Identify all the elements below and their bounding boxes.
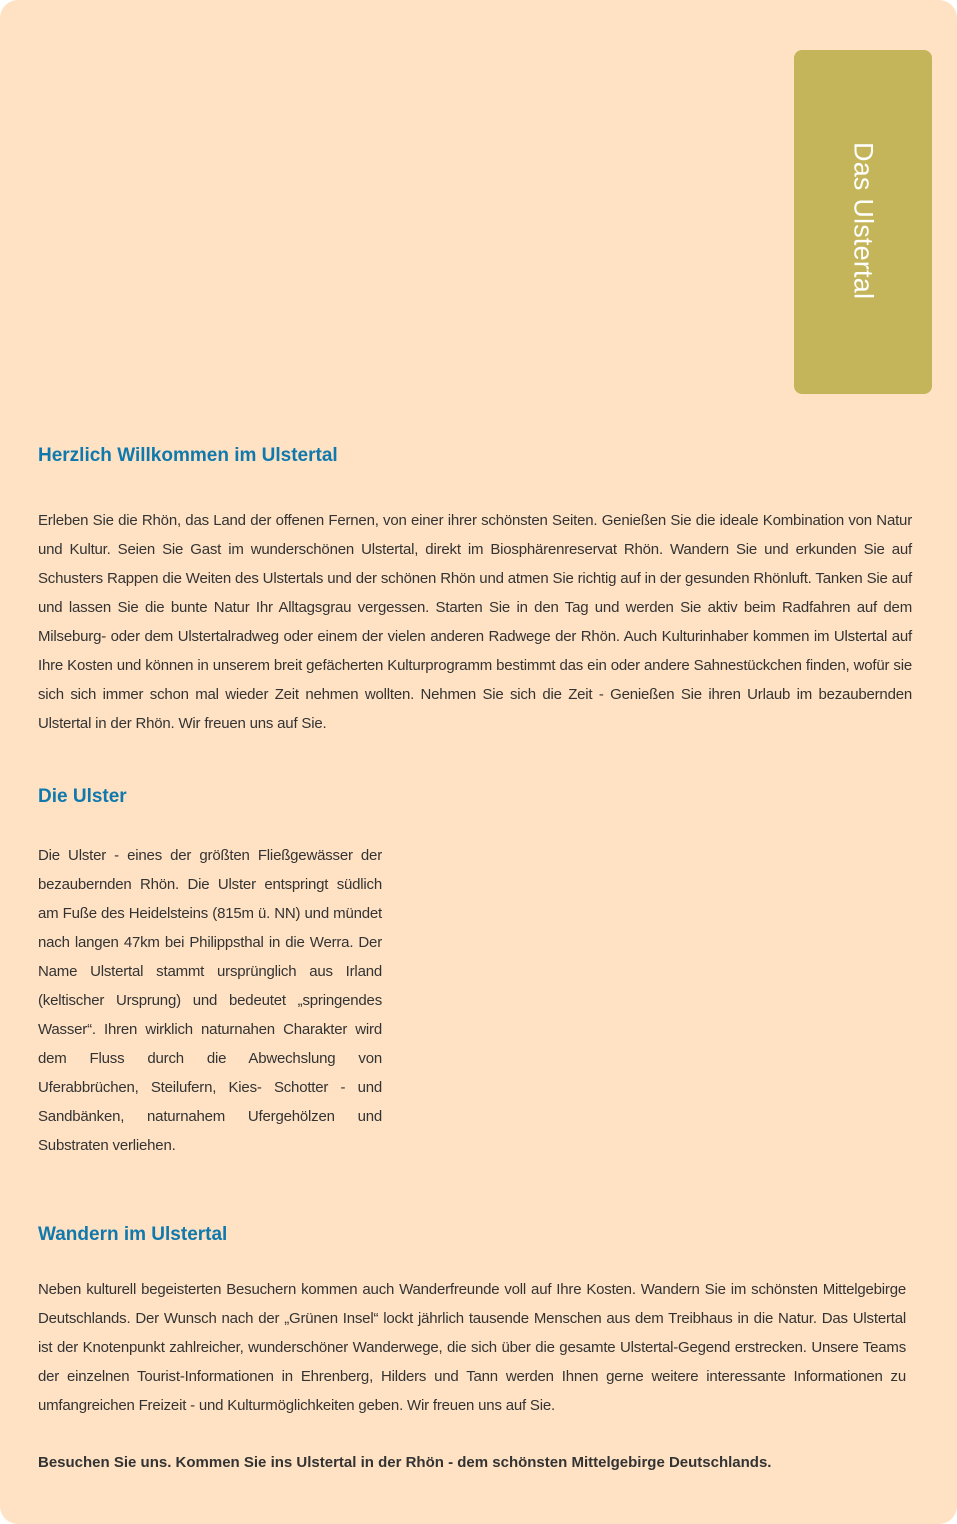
ulster-heading: Die Ulster [38,786,127,807]
side-tab[interactable] [794,50,932,394]
side-tab-label: Das Ulstertal [848,142,879,300]
wandern-paragraph: Neben kulturell begeisterten Besuchern kommen auch Wanderfreunde voll auf Ihre Kosten. Wandern Sie im schönsten Mittelgebirge Deutschlands. Der Wunsch nach der „Grünen Insel“ lockt jährlich tausende Menschen aus dem Treibhaus in die Natur. Das Ulstertal ist der Knotenpunkt zahlreicher, wunderschöner Wanderwege, die sich über die gesamte Ulstertal-Gegend erstrecken. Unsere Teams der einzelnen Tourist-Informationen in Ehrenberg, Hilders und Tann werden Ihnen gerne weitere interessante Informationen zu umfangreichen Freizeit - und Kulturmöglichkeiten geben. Wir freuen uns auf Sie. [38,1281,906,1414]
welcome-paragraph: Erleben Sie die Rhön, das Land der offenen Fernen, von einer ihrer schönsten Seiten. Genießen Sie die ideale Kombination von Natur und Kultur. Seien Sie Gast im wunderschönen Ulstertal, direkt im Biosphärenreservat Rhön. Wandern Sie und erkunden Sie auf Schusters Rappen die Weiten des Ulstertals und der schönen Rhön und atmen Sie richtig auf in der gesunden Rhönluft. Tanken Sie auf und lassen Sie die bunte Natur Ihr Alltagsgrau vergessen. Starten Sie in den Tag und werden Sie aktiv beim Radfahren auf dem Milseburg- oder dem Ulstertalradweg oder einem der vielen anderen Radwege der Rhön. Auch Kulturinhaber kommen im Ulstertal auf Ihre Kosten und können in unserem breit gefächerten Kulturprogramm bestimmt das ein oder andere Sahnestückchen finden, wofür sie sich sich immer schon mal wieder Zeit nehmen wollten. Nehmen Sie sich die Zeit - Genießen Sie ihren Urlaub im bezaubernden Ulstertal in der Rhön. Wir freuen uns auf Sie. [38,512,912,732]
closing-statement: Besuchen Sie uns. Kommen Sie ins Ulstertal in der Rhön - dem schönsten Mittelgebirge Deutschlands. [38,1454,772,1471]
ulster-paragraph: Die Ulster - eines der größten Fließgewässer der bezaubernden Rhön. Die Ulster entspringt südlich am Fuße des Heidelsteins (815m ü. NN) und mündet nach langen 47km bei Philippsthal in die Werra. Der Name Ulstertal stammt ursprünglich aus Irland (keltischer Ursprung) und bedeutet „springendes Wasser“. Ihren wirklich naturnahen Charakter wird dem Fluss durch die Abwechslung von Uferabbrüchen, Steilufern, Kies- Schotter - und Sandbänken, naturnahem Ufergehölzen und Substraten verliehen. [38,847,382,1154]
wandern-heading: Wandern im Ulstertal [38,1224,228,1245]
welcome-heading: Herzlich Willkommen im Ulstertal [38,445,338,466]
